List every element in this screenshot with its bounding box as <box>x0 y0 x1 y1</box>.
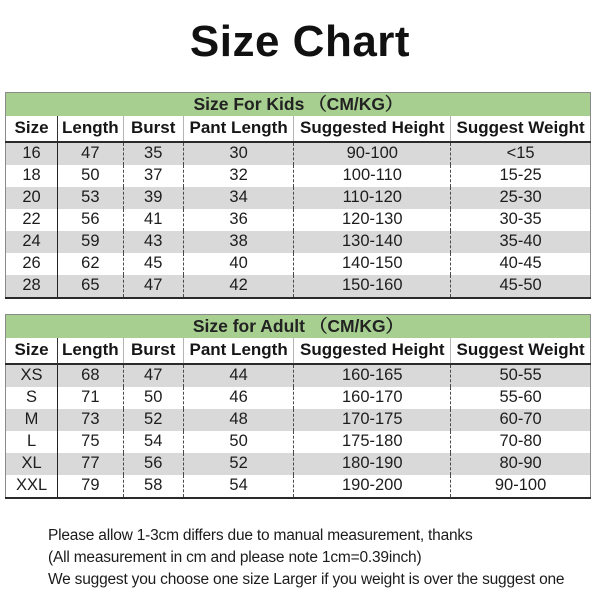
table-cell: 100-110 <box>294 165 451 187</box>
table-cell: 180-190 <box>294 453 451 475</box>
column-header: Pant Length <box>183 116 294 142</box>
table-cell: 160-165 <box>294 364 451 387</box>
table-cell: M <box>6 409 58 431</box>
column-header: Burst <box>123 338 183 364</box>
table-cell: 41 <box>123 209 183 231</box>
table-cell: 160-170 <box>294 387 451 409</box>
table-cell: 175-180 <box>294 431 451 453</box>
table-cell: 43 <box>123 231 183 253</box>
table-cell: 71 <box>58 387 124 409</box>
table-row <box>6 275 591 298</box>
table-row <box>6 364 591 387</box>
table-cell: 45-50 <box>499 276 542 294</box>
table-cell: 50-55 <box>499 366 542 384</box>
table-cell: 60-70 <box>499 410 542 428</box>
table-row <box>6 453 591 475</box>
table-cell: 54 <box>183 475 294 498</box>
table-cell: 110-120 <box>294 187 451 209</box>
table-cell: 30 <box>183 142 294 165</box>
table-cell: 150-160 <box>294 275 451 298</box>
column-header: Suggest Weight <box>451 338 591 364</box>
table-cell: 22 <box>6 209 58 231</box>
table-cell: 52 <box>183 453 294 475</box>
kids-header-row <box>6 116 591 142</box>
table-cell: 37 <box>123 165 183 187</box>
column-header: Suggested Height <box>294 116 451 142</box>
table-cell: 39 <box>123 187 183 209</box>
table-cell: 73 <box>58 409 124 431</box>
table-cell: 77 <box>58 453 124 475</box>
adult-size-section <box>5 314 591 499</box>
table-cell: 68 <box>58 364 124 387</box>
kids-size-section <box>5 92 591 299</box>
table-cell: 50 <box>123 387 183 409</box>
column-header: Size <box>6 116 58 142</box>
table-cell: 47 <box>123 275 183 298</box>
table-cell: XL <box>6 453 58 475</box>
table-cell: 16 <box>6 142 58 165</box>
table-row <box>6 231 591 253</box>
column-header: Suggested Height <box>294 338 451 364</box>
table-row <box>6 165 591 187</box>
table-row <box>6 475 591 498</box>
table-cell: 44 <box>183 364 294 387</box>
table-cell: 46 <box>183 387 294 409</box>
table-cell: 18 <box>6 165 58 187</box>
table-row <box>6 409 591 431</box>
table-cell: 36 <box>183 209 294 231</box>
column-header: Length <box>58 338 124 364</box>
table-cell: 40 <box>183 253 294 275</box>
measurement-notes <box>48 525 600 591</box>
adult-header-row <box>6 338 591 364</box>
adult-table-body <box>6 364 591 498</box>
table-cell: XS <box>6 364 58 387</box>
table-cell: 70-80 <box>499 432 542 450</box>
table-cell: <15 <box>506 144 535 162</box>
table-cell: 55-60 <box>499 388 542 406</box>
table-cell: 56 <box>123 453 183 475</box>
table-cell: 62 <box>58 253 124 275</box>
table-cell: 26 <box>6 253 58 275</box>
table-cell: 34 <box>183 187 294 209</box>
table-cell: 42 <box>183 275 294 298</box>
table-row <box>6 187 591 209</box>
column-header: Burst <box>123 116 183 142</box>
column-header: Pant Length <box>183 338 294 364</box>
table-row <box>6 387 591 409</box>
table-cell: 54 <box>123 431 183 453</box>
note-line: Please allow 1-3cm differs due to manual measurement, thanks <box>48 527 473 544</box>
table-cell: 20 <box>6 187 58 209</box>
table-cell: 90-100 <box>494 476 547 494</box>
column-header: Size <box>6 338 58 364</box>
table-cell: 190-200 <box>294 475 451 498</box>
page-title: Size Chart <box>189 17 411 66</box>
note-line: (All measurement in cm and please note 1cm=0.39inch) <box>48 549 422 566</box>
table-cell: 47 <box>123 364 183 387</box>
table-cell: L <box>6 431 58 453</box>
table-cell: 120-130 <box>294 209 451 231</box>
table-cell: XXL <box>6 475 58 498</box>
table-cell: 65 <box>58 275 124 298</box>
table-row <box>6 142 591 165</box>
table-cell: 90-100 <box>294 142 451 165</box>
table-cell: 30-35 <box>499 210 542 228</box>
table-cell: 35 <box>123 142 183 165</box>
table-cell: 59 <box>58 231 124 253</box>
table-cell: 75 <box>58 431 124 453</box>
table-cell: 130-140 <box>294 231 451 253</box>
column-header: Length <box>58 116 124 142</box>
table-row <box>6 209 591 231</box>
adult-size-table <box>5 338 591 499</box>
table-cell: 48 <box>183 409 294 431</box>
table-cell: 170-175 <box>294 409 451 431</box>
table-cell: 35-40 <box>499 232 542 250</box>
table-cell: 58 <box>123 475 183 498</box>
table-cell: 56 <box>58 209 124 231</box>
table-cell: 79 <box>58 475 124 498</box>
table-row <box>6 431 591 453</box>
kids-section-header: Size For Kids （CM/KG） <box>5 92 591 116</box>
table-cell: 50 <box>58 165 124 187</box>
table-cell: 50 <box>183 431 294 453</box>
table-cell: 24 <box>6 231 58 253</box>
table-cell: 80-90 <box>499 454 542 472</box>
table-cell: 15-25 <box>499 166 542 184</box>
table-cell: 28 <box>6 275 58 298</box>
table-cell: 140-150 <box>294 253 451 275</box>
table-cell: 38 <box>183 231 294 253</box>
kids-table-body <box>6 142 591 298</box>
table-cell: 52 <box>123 409 183 431</box>
table-row <box>6 253 591 275</box>
kids-size-table <box>5 116 591 299</box>
adult-section-header: Size for Adult （CM/KG） <box>5 314 591 338</box>
table-cell: 32 <box>183 165 294 187</box>
table-cell: 25-30 <box>499 188 542 206</box>
table-cell: 53 <box>58 187 124 209</box>
table-cell: 47 <box>58 142 124 165</box>
column-header: Suggest Weight <box>451 116 591 142</box>
note-line: We suggest you choose one size Larger if you weight is over the suggest one <box>48 571 565 588</box>
table-cell: S <box>6 387 58 409</box>
table-cell: 40-45 <box>499 254 542 272</box>
table-cell: 45 <box>123 253 183 275</box>
